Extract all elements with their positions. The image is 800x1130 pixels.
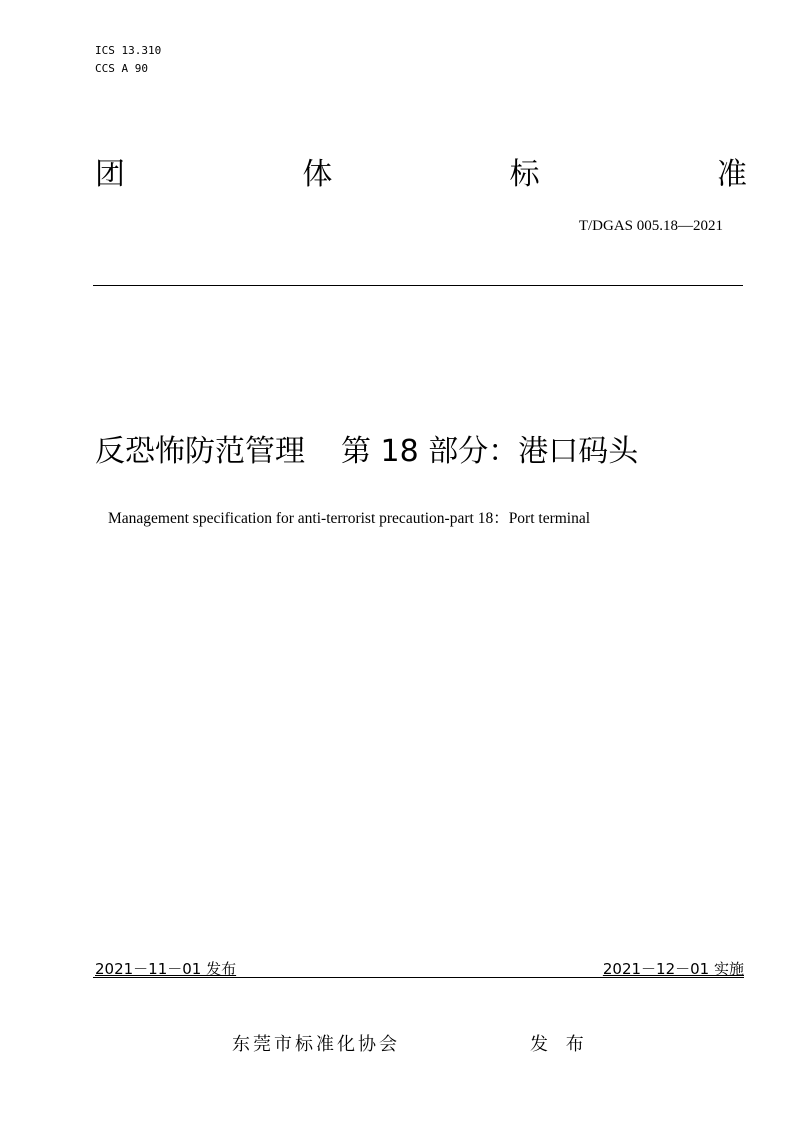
ccs-code: CCS A 90 (95, 62, 148, 75)
publish-label: 发 布 (530, 1034, 590, 1055)
publish-date: 2021－11－01 发布 (95, 960, 237, 978)
classification-codes (95, 42, 161, 78)
standard-number: T/DGAS 005.18—2021 (578, 218, 723, 234)
publisher-name: 东莞市标准化协会 (232, 1034, 400, 1055)
implement-date: 2021－12－01 实施 (602, 960, 744, 978)
title-chinese-part1: 反恐怖防范管理 (95, 434, 305, 469)
title-chinese (95, 432, 638, 472)
header-divider (93, 285, 743, 286)
standard-type-heading (95, 155, 747, 195)
standard-type-char: 团 (95, 157, 125, 192)
footer-divider (93, 977, 744, 978)
standard-type-char: 标 (509, 157, 540, 192)
title-english: Management specification for anti-terrorist precaution-part 18：Port terminal (108, 510, 591, 527)
title-chinese-part2: 第 18 部分：港口码头 (341, 434, 639, 469)
standard-type-char: 体 (302, 157, 333, 192)
standard-type-char: 准 (716, 157, 747, 192)
ics-code: ICS 13.310 (95, 44, 162, 57)
